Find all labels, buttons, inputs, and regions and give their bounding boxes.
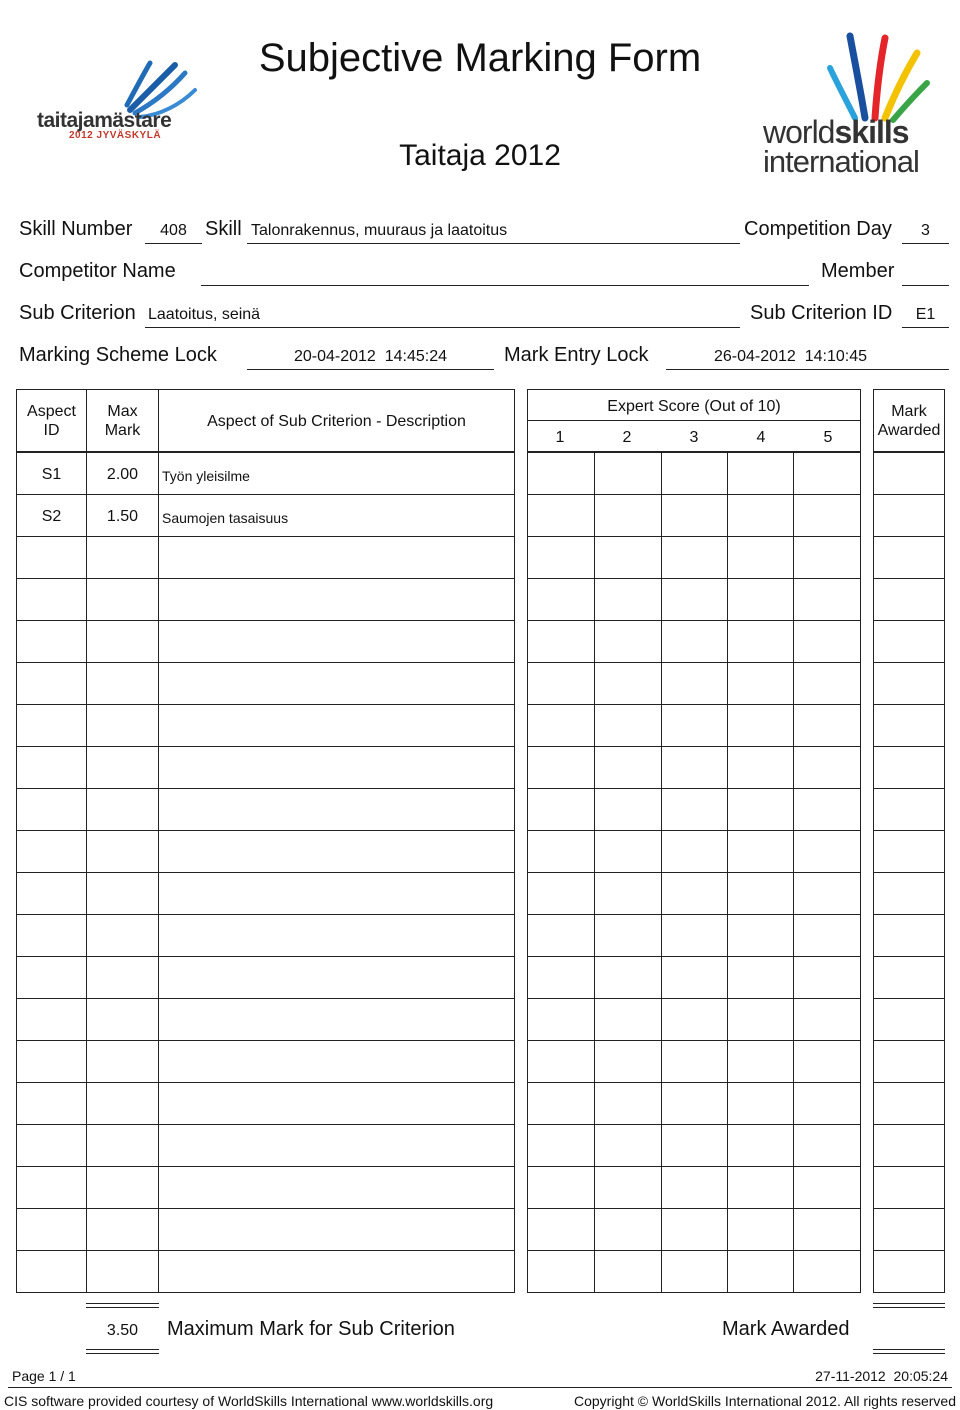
grid-cell: [158, 830, 515, 873]
grid-cell: [793, 1082, 861, 1125]
grid-cell: [16, 788, 87, 831]
grid-cell: [527, 872, 595, 915]
grid-cell: [86, 872, 159, 915]
grid-cell: [594, 578, 662, 621]
grid-cell: [594, 914, 662, 957]
grid-cell: [86, 998, 159, 1041]
grid-cell: [793, 956, 861, 999]
grid-cell: [594, 872, 662, 915]
grid-cell: [527, 1040, 595, 1083]
grid-cell: [873, 830, 945, 873]
grid-cell: [727, 620, 794, 663]
grid-cell: [661, 704, 728, 747]
grid-cell: [594, 662, 662, 705]
grid-cell: [873, 788, 945, 831]
grid-cell: [727, 662, 794, 705]
grid-cell: [727, 1208, 794, 1251]
score-col-1: 1: [555, 429, 565, 446]
grid-cell: [527, 788, 595, 831]
grid-cell: [873, 1250, 945, 1293]
grid-cell: [661, 578, 728, 621]
grid-cell: [873, 578, 945, 621]
grid-cell: [158, 1208, 515, 1251]
grid-cell: [527, 998, 595, 1041]
grid-cell: [86, 578, 159, 621]
grid-cell: [16, 1250, 87, 1293]
grid-cell: [16, 1124, 87, 1167]
grid-cell: [16, 998, 87, 1041]
grid-cell: [727, 998, 794, 1041]
sub-criterion-id-value: E1: [915, 306, 936, 323]
grid-cell: [873, 704, 945, 747]
grid-cell: [594, 1166, 662, 1209]
grid-cell: [86, 1166, 159, 1209]
score-col-5: 5: [823, 429, 833, 446]
grid-cell: [527, 494, 595, 537]
grid-cell: [158, 956, 515, 999]
header-aspect-id-line2: ID: [43, 422, 60, 439]
grid-cell: [86, 620, 159, 663]
skill-label: Skill: [205, 218, 242, 240]
row-2-aspect-id: S2: [41, 508, 62, 525]
worldskills-logo-skills: skills: [834, 114, 909, 150]
grid-cell: [661, 452, 728, 495]
grid-cell: [158, 1250, 515, 1293]
competition-day-label: Competition Day: [744, 218, 892, 240]
grid-cell: [158, 620, 515, 663]
grid-cell: [661, 536, 728, 579]
grid-cell: [158, 872, 515, 915]
grid-cell: [793, 452, 861, 495]
grid-cell: [873, 494, 945, 537]
row-1-aspect-id: S1: [41, 466, 62, 483]
grid-cell: [594, 620, 662, 663]
sub-criterion-label: Sub Criterion: [19, 302, 136, 324]
grid-cell: [16, 914, 87, 957]
grid-cell: [527, 1124, 595, 1167]
grid-cell: [594, 494, 662, 537]
skill-name-value: Talonrakennus, muuraus ja laatoitus: [251, 222, 508, 239]
grid-cell: [727, 578, 794, 621]
grid-cell: [727, 452, 794, 495]
grid-cell: [16, 872, 87, 915]
header-description-text: Aspect of Sub Criterion - Description: [207, 413, 466, 430]
header-mark-awarded-line1: Mark: [891, 403, 927, 420]
grid-cell: [793, 578, 861, 621]
page-subtitle: Taitaja 2012: [399, 139, 561, 172]
grid-cell: [86, 746, 159, 789]
grid-cell: [873, 452, 945, 495]
grid-cell: [158, 914, 515, 957]
grid-cell: [727, 830, 794, 873]
grid-cell: [86, 1124, 159, 1167]
grid-cell: [661, 788, 728, 831]
grid-cell: [527, 578, 595, 621]
grid-cell: [793, 830, 861, 873]
grid-cell: [793, 1040, 861, 1083]
grid-cell: [158, 746, 515, 789]
grid-cell: [158, 1124, 515, 1167]
row-1-description: Työn yleisilme: [162, 468, 250, 484]
row-2-max-mark: 1.50: [106, 508, 139, 525]
grid-cell: [86, 956, 159, 999]
grid-cell: [793, 1124, 861, 1167]
grid-cell: [16, 578, 87, 621]
header-max-mark-line1: Max: [107, 403, 138, 420]
grid-cell: [158, 1166, 515, 1209]
grid-cell: [86, 914, 159, 957]
grid-cell: [727, 1040, 794, 1083]
grid-cell: [873, 536, 945, 579]
grid-cell: [727, 788, 794, 831]
grid-cell: [873, 1208, 945, 1251]
footer-copyright: Copyright © WorldSkills International 2012. All rights reserved: [573, 1393, 956, 1409]
grid-cell: [594, 830, 662, 873]
grid-cell: [594, 998, 662, 1041]
grid-cell: [86, 1250, 159, 1293]
grid-cell: [661, 998, 728, 1041]
grid-cell: [727, 872, 794, 915]
grid-cell: [158, 1040, 515, 1083]
grid-cell: [594, 704, 662, 747]
grid-cell: [793, 620, 861, 663]
grid-cell: [16, 1082, 87, 1125]
grid-cell: [16, 662, 87, 705]
grid-cell: [727, 494, 794, 537]
grid-cell: [793, 662, 861, 705]
grid-cell: [793, 914, 861, 957]
grid-cell: [793, 494, 861, 537]
grid-cell: [594, 452, 662, 495]
member-label: Member: [821, 260, 895, 282]
header-max-mark-line2: Mark: [104, 422, 141, 439]
header-mark-awarded-line2: Awarded: [877, 422, 941, 439]
grid-cell: [727, 1250, 794, 1293]
taitaja-logo-line1: taitajamästare: [37, 109, 172, 132]
grid-cell: [158, 536, 515, 579]
grid-cell: [158, 1082, 515, 1125]
grid-cell: [86, 1040, 159, 1083]
grid-cell: [873, 1082, 945, 1125]
grid-cell: [727, 746, 794, 789]
grid-cell: [727, 914, 794, 957]
header-expert-score-text: Expert Score (Out of 10): [607, 398, 781, 415]
grid-cell: [793, 872, 861, 915]
grid-cell: [873, 620, 945, 663]
sub-criterion-id-label: Sub Criterion ID: [750, 302, 893, 324]
grid-cell: [527, 956, 595, 999]
row-1-max-mark: 2.00: [106, 466, 139, 483]
grid-cell: [594, 1208, 662, 1251]
grid-cell: [793, 704, 861, 747]
grid-cell: [873, 872, 945, 915]
mark-awarded-rule-bottom: [873, 1349, 945, 1354]
footer-divider: [8, 1387, 952, 1388]
grid-cell: [16, 1208, 87, 1251]
grid-cell: [594, 788, 662, 831]
grid-cell: [594, 1250, 662, 1293]
grid-cell: [527, 1250, 595, 1293]
skill-number-label: Skill Number: [19, 218, 133, 240]
grid-cell: [661, 914, 728, 957]
grid-cell: [661, 662, 728, 705]
score-col-4: 4: [756, 429, 766, 446]
grid-cell: [727, 704, 794, 747]
grid-cell: [661, 956, 728, 999]
grid-cell: [793, 998, 861, 1041]
grid-cell: [16, 956, 87, 999]
grid-cell: [158, 578, 515, 621]
print-timestamp: 27-11-2012 20:05:24: [815, 1368, 948, 1384]
taitaja-logo-line2: 2012 JYVÄSKYLÄ: [69, 130, 162, 141]
max-total-value: 3.50: [106, 1322, 139, 1339]
score-col-2: 2: [622, 429, 632, 446]
grid-cell: [873, 914, 945, 957]
grid-cell: [793, 746, 861, 789]
grid-cell: [158, 662, 515, 705]
grid-cell: [527, 914, 595, 957]
grid-cell: [594, 536, 662, 579]
grid-cell: [527, 1166, 595, 1209]
grid-cell: [793, 1208, 861, 1251]
grid-cell: [661, 620, 728, 663]
grid-cell: [661, 494, 728, 537]
worldskills-logo-line2: international: [763, 144, 919, 179]
grid-cell: [86, 536, 159, 579]
marking-scheme-lock-value: 20-04-2012 14:45:24: [293, 348, 447, 365]
competitor-name-label: Competitor Name: [19, 260, 176, 282]
grid-cell: [661, 1082, 728, 1125]
grid-cell: [16, 1040, 87, 1083]
grid-cell: [86, 662, 159, 705]
mark-entry-lock-value: 26-04-2012 14:10:45: [713, 348, 867, 365]
grid-cell: [661, 1124, 728, 1167]
grid-cell: [727, 536, 794, 579]
mark-awarded-rule-top: [873, 1303, 945, 1308]
grid-cell: [727, 1124, 794, 1167]
grid-cell: [16, 746, 87, 789]
grid-cell: [527, 536, 595, 579]
grid-cell: [86, 830, 159, 873]
grid-cell: [793, 1166, 861, 1209]
grid-cell: [16, 536, 87, 579]
grid-cell: [16, 704, 87, 747]
grid-cell: [527, 620, 595, 663]
grid-cell: [594, 1040, 662, 1083]
max-total-rule-bottom: [86, 1349, 159, 1354]
grid-cell: [16, 620, 87, 663]
mark-entry-lock-label: Mark Entry Lock: [504, 344, 649, 366]
grid-cell: [661, 872, 728, 915]
grid-cell: [661, 830, 728, 873]
grid-cell: [873, 746, 945, 789]
max-total-rule-top: [86, 1303, 159, 1308]
grid-cell: [793, 536, 861, 579]
grid-cell: [661, 1250, 728, 1293]
sub-criterion-value: Laatoitus, seinä: [148, 306, 261, 323]
grid-cell: [873, 662, 945, 705]
grid-cell: [16, 1166, 87, 1209]
grid-cell: [86, 1082, 159, 1125]
grid-cell: [86, 788, 159, 831]
grid-cell: [873, 1040, 945, 1083]
grid-cell: [727, 956, 794, 999]
competition-day-value: 3: [921, 222, 930, 239]
grid-cell: [16, 830, 87, 873]
grid-cell: [594, 1124, 662, 1167]
grid-cell: [661, 1208, 728, 1251]
marking-scheme-lock-label: Marking Scheme Lock: [19, 344, 217, 366]
row-2-description: Saumojen tasaisuus: [162, 510, 289, 526]
grid-cell: [873, 1124, 945, 1167]
header-aspect-id-line1: Aspect: [27, 403, 76, 420]
grid-cell: [594, 746, 662, 789]
grid-cell: [594, 1082, 662, 1125]
grid-cell: [793, 788, 861, 831]
grid-cell: [727, 1082, 794, 1125]
grid-cell: [661, 1040, 728, 1083]
grid-cell: [793, 1250, 861, 1293]
grid-cell: [527, 746, 595, 789]
skill-number-value: 408: [160, 222, 187, 239]
grid-cell: [661, 1166, 728, 1209]
grid-cell: [527, 1082, 595, 1125]
grid-cell: [158, 998, 515, 1041]
grid-cell: [158, 788, 515, 831]
score-col-3: 3: [689, 429, 699, 446]
grid-cell: [661, 746, 728, 789]
grid-cell: [527, 1208, 595, 1251]
mark-awarded-total-label: Mark Awarded: [722, 1318, 850, 1340]
max-total-label: Maximum Mark for Sub Criterion: [167, 1318, 455, 1340]
grid-cell: [873, 1166, 945, 1209]
grid-cell: [873, 998, 945, 1041]
grid-cell: [527, 704, 595, 747]
grid-cell: [527, 662, 595, 705]
grid-cell: [86, 704, 159, 747]
page-number: Page 1 / 1: [12, 1368, 76, 1384]
grid-cell: [158, 704, 515, 747]
grid-cell: [527, 452, 595, 495]
page-title: Subjective Marking Form: [258, 36, 702, 80]
grid-cell: [594, 956, 662, 999]
grid-cell: [86, 1208, 159, 1251]
grid-cell: [727, 1166, 794, 1209]
footer-courtesy: CIS software provided courtesy of WorldSkills International www.worldskills.org: [4, 1393, 494, 1409]
grid-cell: [873, 956, 945, 999]
worldskills-logo-world: world: [763, 114, 835, 150]
grid-cell: [527, 830, 595, 873]
